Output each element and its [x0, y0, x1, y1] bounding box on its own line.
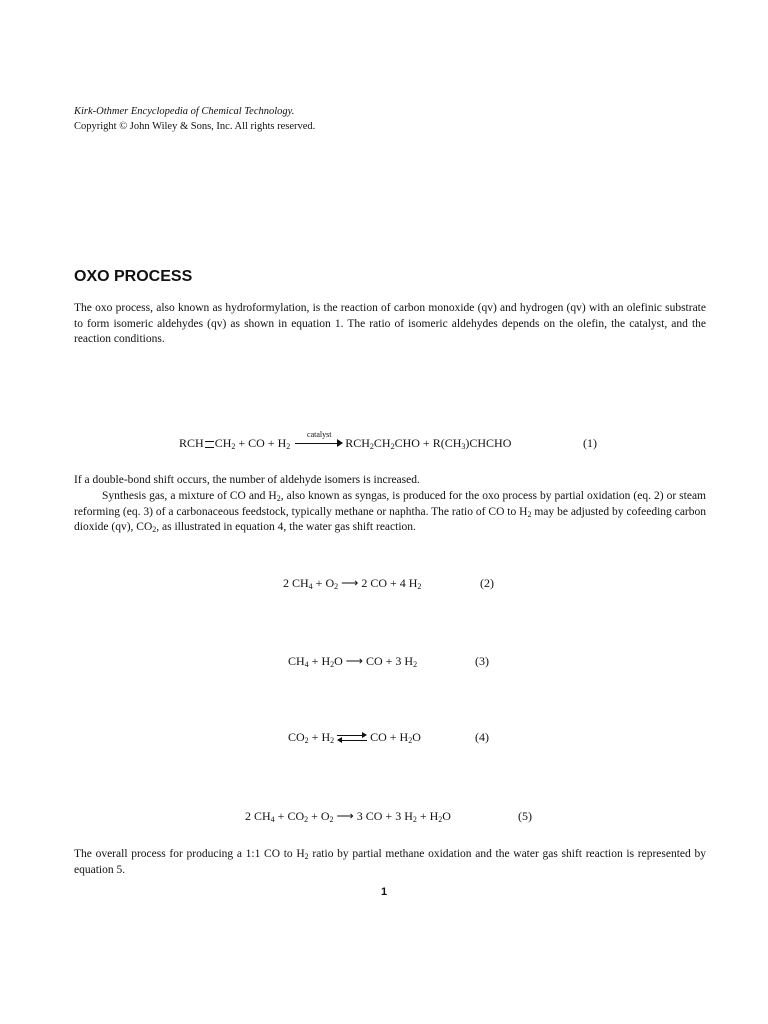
equation-5: 2 $CH_4 + CO_2 + O_2$ ⟶ 3 CO + 3 $H_2 + H_2O$	[245, 809, 451, 824]
equation-2: 2 $CH_4 + O_2$ ⟶ 2 CO + 4 $H_2$	[283, 576, 422, 591]
copyright-line: Copyright © John Wiley & Sons, Inc. All rights reserved.	[74, 121, 316, 132]
equation-5-number: (5)	[518, 809, 532, 823]
source-title: Kirk-Othmer Encyclopedia of Chemical Technology.	[74, 106, 295, 117]
equation-1: RCH $CH_2$ + CO + $H_2$ catalyst $RCH_2CH_2CHO$ + $R(CH_3)CHCHO$	[179, 430, 512, 451]
equilibrium-arrow	[337, 733, 367, 743]
catalyst-arrow: catalyst	[295, 439, 343, 449]
equation-3: $CH_4 + H_2O$ ⟶ CO + 3 $H_2$	[288, 654, 418, 669]
equation-4-number: (4)	[475, 730, 489, 744]
equation-1-number: (1)	[583, 436, 597, 450]
article-title: OXO PROCESS	[74, 268, 193, 285]
equation-4: $CO_2 + H_2$ CO + $H_2O$	[288, 730, 421, 745]
document-header	[74, 104, 315, 134]
overall-paragraph: The overall process for producing a 1:1 CO to $H_2$ ratio by partial methane oxidation and the water gas shift reaction is represented by equation 5.	[74, 848, 706, 876]
equation-3-number: (3)	[475, 654, 489, 668]
equation-2-number: (2)	[480, 576, 494, 590]
intro-paragraph: The oxo process, also known as hydroformylation, is the reaction of carbon monoxide (qv) and hydrogen (qv) with an olefinic substrate to form isomeric aldehydes (qv) as shown in equation 1. The ratio of isomeric aldehydes depends on the olefin, the catalyst, and the reaction conditions.	[74, 302, 706, 345]
double-bond-paragraph: If a double-bond shift occurs, the number of aldehyde isomers is increased.	[74, 474, 420, 486]
page-number: 1	[380, 886, 388, 898]
synthesis-gas-paragraph: Synthesis gas, a mixture of CO and $H_2$, also known as syngas, is produced for the oxo process by partial oxidation (eq. 2) or steam reforming (eq. 3) of a carbonaceous feedstock, typically methane or naphtha. The ratio of CO to $H_2$ may be adjusted by cofeeding carbon dioxide (qv), $CO_2$, as illustrated in equation 4, the water gas shift reaction.	[74, 490, 707, 534]
